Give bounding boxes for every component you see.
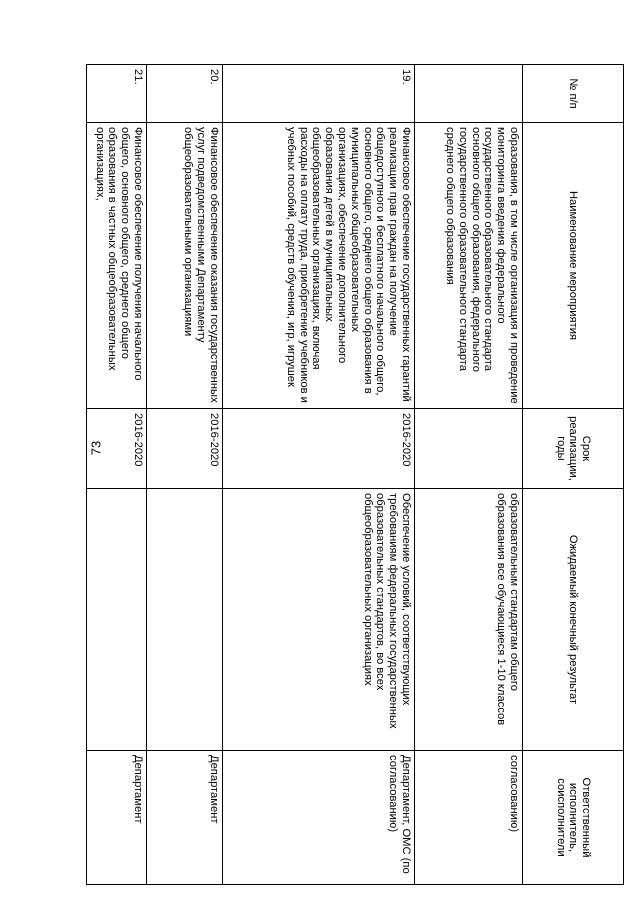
row-result — [87, 489, 147, 751]
row-num — [415, 65, 523, 123]
row-result — [147, 489, 223, 751]
table-row — [87, 65, 147, 885]
row-responsible: Департамент — [87, 751, 147, 885]
row-responsible: Департамент, ОМС (по согласованию) — [223, 751, 415, 885]
row-responsible: Департамент — [147, 751, 223, 885]
row-name: Финансовое обеспечение государственных гарантий реализации прав граждан на получение общедоступного и бесплатного начального общего, основного общего, среднего общего образования в муниципальных общеобразовательных организациях, обеспечение дополнительного образования детей в муниципальных общеобразовательных организациях, включая расходы на оплату труда, приобретение учебников и учебных пособий, средств обучения, игр, игрушек — [223, 123, 415, 409]
table-row — [415, 65, 523, 885]
row-name: Финансовое обеспечение оказания государственных услуг подведомственными Департаменту общеобразовательными организациями — [147, 123, 223, 409]
header-responsible: Ответственный исполнитель, соисполнители — [523, 751, 624, 885]
header-name: Наименование мероприятия — [523, 123, 624, 409]
table-row — [223, 65, 415, 885]
row-term — [415, 409, 523, 489]
row-num: 20. — [147, 65, 223, 123]
row-name: Финансовое обеспечение получения начального общего, основного общего, среднего общего образования в частных общеобразовательных организациях, — [87, 123, 147, 409]
header-term: Срок реализации, годы — [523, 409, 624, 489]
row-term: 2016-2020 — [147, 409, 223, 489]
row-num: 19. — [223, 65, 415, 123]
row-num: 21. — [87, 65, 147, 123]
row-term: 2016-2020 — [223, 409, 415, 489]
row-result: Обеспечение условий, соответствующих требованиям федеральных государственных образовательных стандартов, во всех общеобразовательных организациях — [223, 489, 415, 751]
row-term: 2016-2020 — [87, 409, 147, 489]
row-result: образовательным стандартам общего образования все обучающиеся 1-10 классов — [415, 489, 523, 751]
row-name: образования, в том числе организация и проведение мониторинга введения федерального государственного образовательного стандарта основного общего образования, федерального государственного образовательного стандарта среднего общего образования — [415, 123, 523, 409]
table-header-row — [523, 65, 624, 885]
row-responsible: согласованию) — [415, 751, 523, 885]
table-row — [147, 65, 223, 885]
header-result: Ожидаемый конечный результат — [523, 489, 624, 751]
header-num: № п/п — [523, 65, 624, 123]
page-number: 73 — [88, 440, 104, 456]
measures-table — [86, 64, 624, 885]
